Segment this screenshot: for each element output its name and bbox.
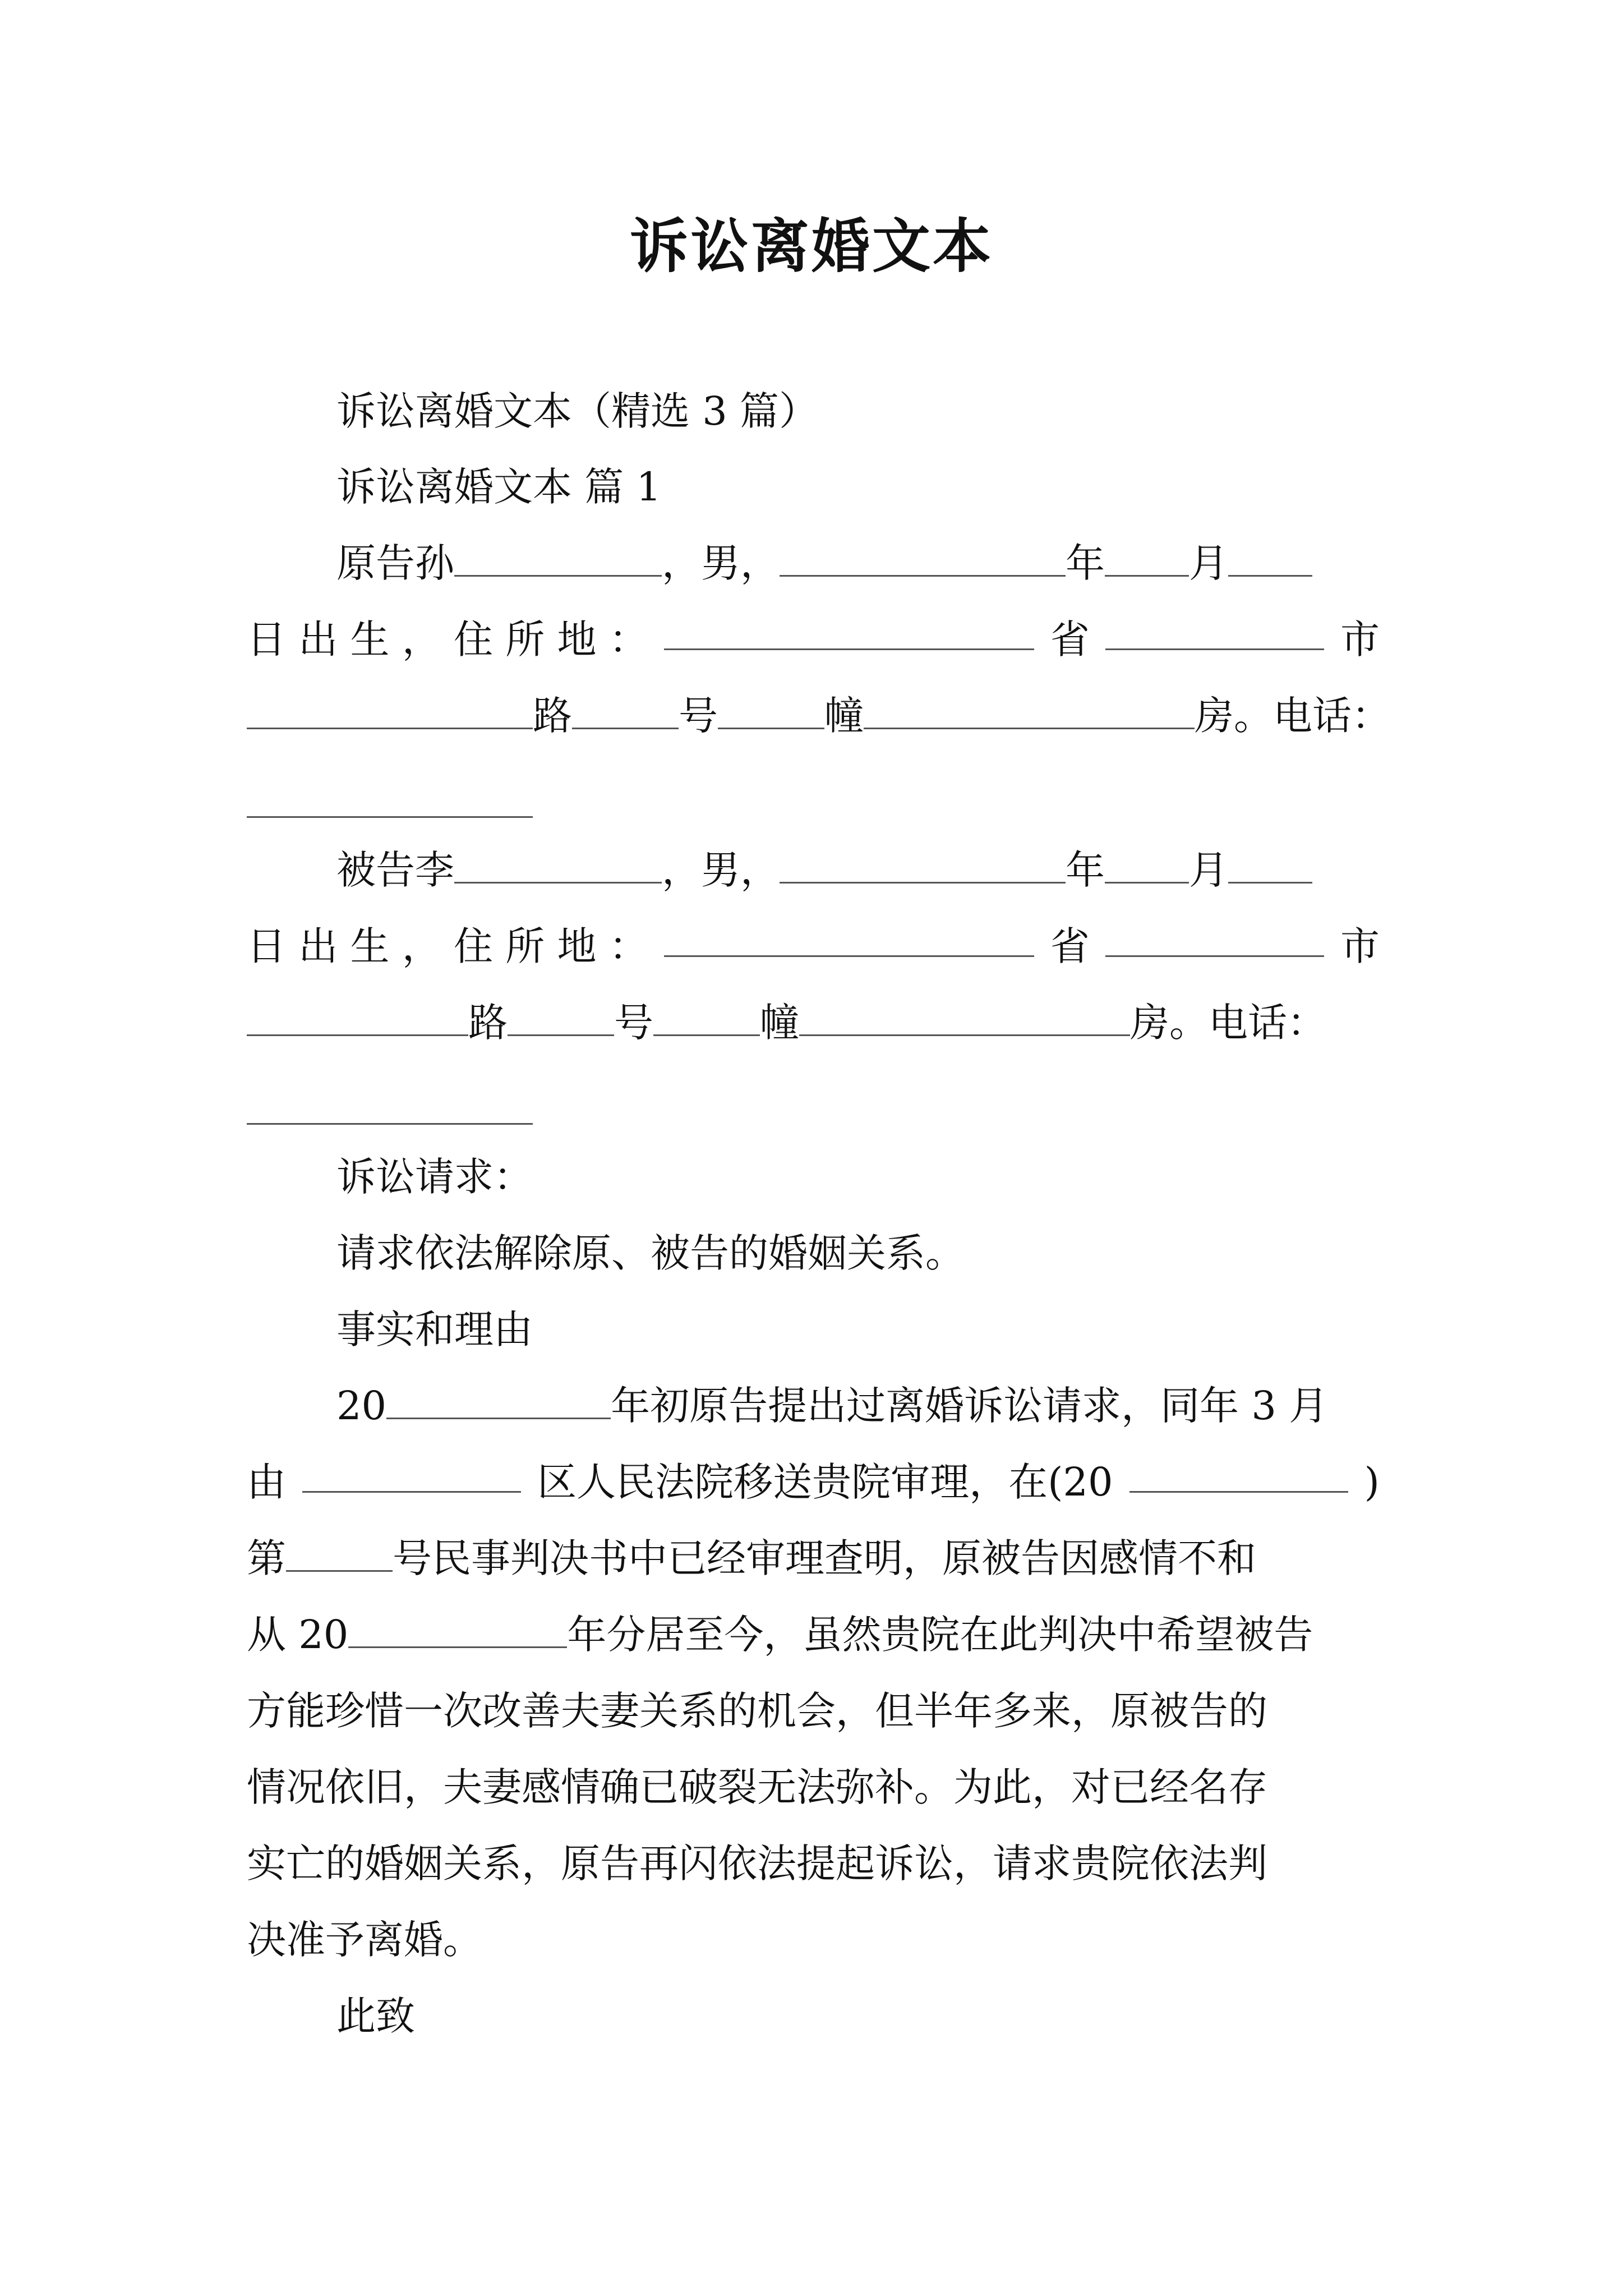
blank-field xyxy=(508,999,614,1036)
blank-field xyxy=(864,692,1195,729)
blank-field xyxy=(799,999,1130,1036)
plaintiff-line-1: 原告孙 ，男， 年 月 xyxy=(336,536,1380,590)
blank-field xyxy=(247,692,533,729)
blank-field xyxy=(1129,1455,1348,1493)
defendant-line-1: 被告李 ，男， 年 月 xyxy=(336,843,1380,897)
defendant-line-2: 日 出 生 ， 住 所 地 ： 省 市 xyxy=(247,919,1380,973)
defendant-line-3: 路 号 幢 房。电话： xyxy=(247,996,1380,1050)
blank-field xyxy=(1228,539,1312,577)
blank-field xyxy=(454,539,662,577)
facts-line-8: 决准予离婚。 xyxy=(247,1917,482,1963)
blank-field xyxy=(1105,539,1189,577)
facts-heading: 事实和理由 xyxy=(336,1306,533,1352)
blank-field xyxy=(780,846,1066,884)
blank-field xyxy=(302,1455,521,1493)
blank-field xyxy=(1105,919,1324,957)
blank-field xyxy=(664,613,1034,650)
section-title: 诉讼离婚文本 篇 1 xyxy=(336,464,662,510)
blank-field xyxy=(1228,846,1312,884)
blank-field xyxy=(780,539,1066,577)
claims-text: 请求依法解除原、被告的婚姻关系。 xyxy=(336,1230,965,1276)
phone-blank xyxy=(247,1123,533,1125)
facts-line-3: 第 号民事判决书中已经审理查明，原被告因感情不和 xyxy=(247,1535,1256,1581)
facts-line-1: 20 年初原告提出过离婚诉讼请求，同年 3 月 xyxy=(336,1383,1329,1429)
blank-field xyxy=(572,692,679,729)
facts-line-4: 从 20 年分居至今，虽然贵院在此判决中希望被告 xyxy=(247,1612,1313,1658)
blank-field xyxy=(664,919,1034,957)
blank-field xyxy=(454,846,662,884)
blank-field xyxy=(1105,613,1324,650)
plaintiff-line-2: 日 出 生 ， 住 所 地 ： 省 市 xyxy=(247,613,1380,666)
blank-field xyxy=(1105,846,1189,884)
facts-line-7: 实亡的婚姻关系，原告再闪依法提起诉讼，请求贵院依法判 xyxy=(247,1841,1267,1887)
claims-heading: 诉讼请求： xyxy=(336,1154,533,1200)
closing: 此致 xyxy=(336,1993,415,2039)
facts-line-5: 方能珍惜一次改善夫妻关系的机会，但半年多来，原被告的 xyxy=(247,1688,1267,1734)
blank-field xyxy=(348,1611,567,1648)
blank-field xyxy=(386,1382,611,1419)
subtitle: 诉讼离婚文本（精选 3 篇） xyxy=(336,388,819,434)
phone-blank xyxy=(247,816,533,818)
plaintiff-line-3: 路 号 幢 房。电话： xyxy=(247,689,1380,743)
facts-line-2: 由 区人民法院移送贵院审理，在(20 ) xyxy=(247,1455,1380,1509)
document-title: 诉讼离婚文本 xyxy=(629,211,993,280)
blank-field xyxy=(247,999,468,1036)
facts-line-6: 情况依旧，夫妻感情确已破裂无法弥补。为此，对已经名存 xyxy=(247,1764,1267,1810)
blank-field xyxy=(286,1534,393,1572)
blank-field xyxy=(653,999,760,1036)
blank-field xyxy=(718,692,824,729)
